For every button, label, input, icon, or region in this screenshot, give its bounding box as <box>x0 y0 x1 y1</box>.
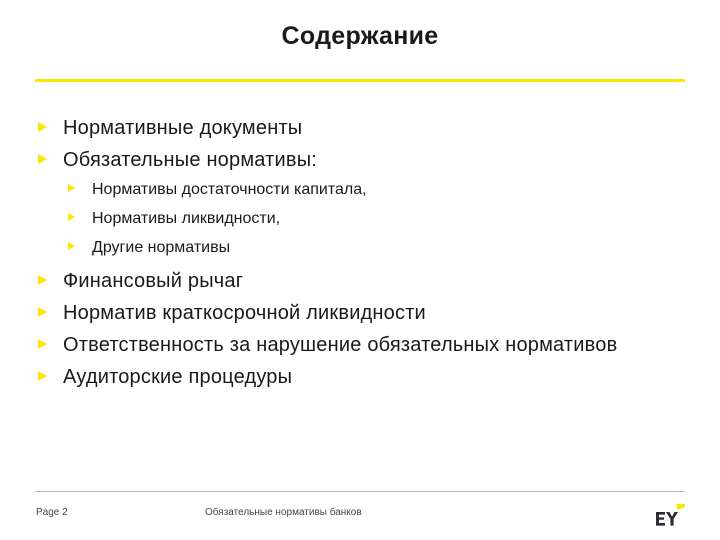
bullet-list <box>36 115 676 396</box>
bullet-icon <box>38 122 47 132</box>
bullet-icon <box>38 339 47 349</box>
list-item <box>36 332 623 358</box>
list-item <box>36 115 676 141</box>
list-item-label: Финансовый рычаг <box>63 270 244 292</box>
sub-list-item <box>36 179 676 200</box>
list-item-label: Обязательные нормативы: <box>63 149 318 171</box>
list-item-label: Нормативные документы <box>63 117 303 139</box>
list-item-label: Аудиторские процедуры <box>63 366 293 388</box>
list-item <box>36 147 676 173</box>
bullet-icon <box>68 213 75 221</box>
bullet-icon <box>68 242 75 250</box>
footer-document-title: Обязательные нормативы банков <box>205 507 362 518</box>
list-item <box>36 300 676 326</box>
bullet-icon <box>68 184 75 192</box>
title-underline <box>35 79 685 82</box>
page-number: Page 2 <box>36 507 68 518</box>
sub-list-item-label: Нормативы достаточности капитала, <box>92 181 367 198</box>
list-item <box>36 364 676 390</box>
bullet-icon <box>38 371 47 381</box>
list-item-label: Ответственность за нарушение обязательных нормативов <box>63 334 618 356</box>
sub-list <box>36 179 676 258</box>
bullet-icon <box>38 154 47 164</box>
sub-list-item <box>36 237 676 258</box>
slide-title: Содержание <box>281 22 439 50</box>
sub-list-item <box>36 208 676 229</box>
list-item <box>36 268 676 294</box>
sub-list-item-label: Другие нормативы <box>92 239 231 256</box>
sub-list-item-label: Нормативы ликвидности, <box>92 210 281 227</box>
bullet-icon <box>38 275 47 285</box>
bullet-icon <box>38 307 47 317</box>
list-item-label: Норматив краткосрочной ликвидности <box>63 302 426 324</box>
footer-divider <box>35 491 685 492</box>
ey-logo-icon <box>655 504 685 526</box>
